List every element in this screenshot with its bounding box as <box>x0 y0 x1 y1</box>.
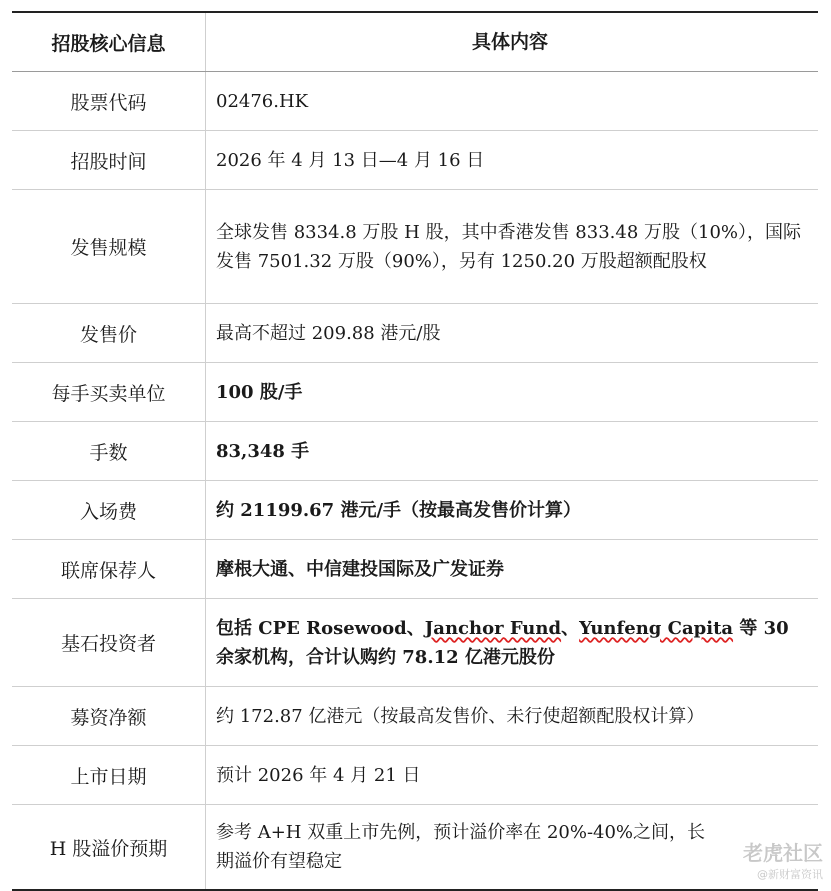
table-row <box>12 422 818 481</box>
table-row <box>12 599 818 687</box>
row-value: 100 股/手 <box>216 381 303 403</box>
row-value: 83,348 手 <box>216 440 310 462</box>
row-label: 基石投资者 <box>12 599 206 686</box>
row-label: 募资净额 <box>12 687 206 745</box>
row-label: 发售规模 <box>12 190 206 303</box>
row-label: 入场费 <box>12 481 206 539</box>
table-row <box>12 540 818 599</box>
table-row <box>12 805 818 889</box>
row-value: 约 172.87 亿港元（按最高发售价、未行使超额配股权计算） <box>216 705 705 727</box>
table-row <box>12 131 818 190</box>
row-value: 参考 A+H 双重上市先例，预计溢价率在 20%-40%之间，长期溢价有望稳定 <box>216 822 706 872</box>
value-prefix: 包括 CPE Rosewood、 <box>216 617 425 639</box>
table-header <box>12 13 818 72</box>
value-mid: 、 <box>561 617 580 639</box>
header-col2: 具体内容 <box>471 30 548 53</box>
row-label: 股票代码 <box>12 72 206 130</box>
row-label: 招股时间 <box>12 131 206 189</box>
row-value: 2026 年 4 月 13 日—4 月 16 日 <box>216 149 485 171</box>
row-value: 02476.HK <box>216 90 309 112</box>
row-label: 联席保荐人 <box>12 540 206 598</box>
value-underlined-2: Yunfeng Capita <box>579 617 734 639</box>
table-row <box>12 72 818 131</box>
ipo-info-table <box>12 11 818 891</box>
watermark <box>743 837 823 882</box>
row-value: 预计 2026 年 4 月 21 日 <box>216 764 421 786</box>
row-value: 全球发售 8334.8 万股 H 股，其中香港发售 833.48 万股（10%），国际发售 7501.32 万股（90%），另有 1250.20 万股超额配股权 <box>216 221 801 272</box>
header-col1: 招股核心信息 <box>12 13 206 71</box>
row-label: 上市日期 <box>12 746 206 804</box>
row-label: H 股溢价预期 <box>12 805 206 889</box>
watermark-sub: @新财富资讯 <box>757 868 823 881</box>
row-label: 手数 <box>12 422 206 480</box>
row-label: 发售价 <box>12 304 206 362</box>
row-value: 最高不超过 209.88 港元/股 <box>216 322 441 344</box>
table-row <box>12 687 818 746</box>
row-value <box>206 599 818 686</box>
table-row <box>12 746 818 805</box>
table-row <box>12 363 818 422</box>
row-value: 约 21199.67 港元/手（按最高发售价计算） <box>216 499 582 521</box>
value-suffix: 等 30 余家机构，合计认购约 78.12 亿港元股份 <box>216 617 789 668</box>
table-row <box>12 190 818 304</box>
watermark-logo: 老虎社区 <box>743 841 823 865</box>
row-value: 摩根大通、中信建投国际及广发证券 <box>216 558 504 580</box>
value-underlined-1: Janchor Fund <box>424 617 562 639</box>
table-row <box>12 481 818 540</box>
table-row <box>12 304 818 363</box>
row-label: 每手买卖单位 <box>12 363 206 421</box>
